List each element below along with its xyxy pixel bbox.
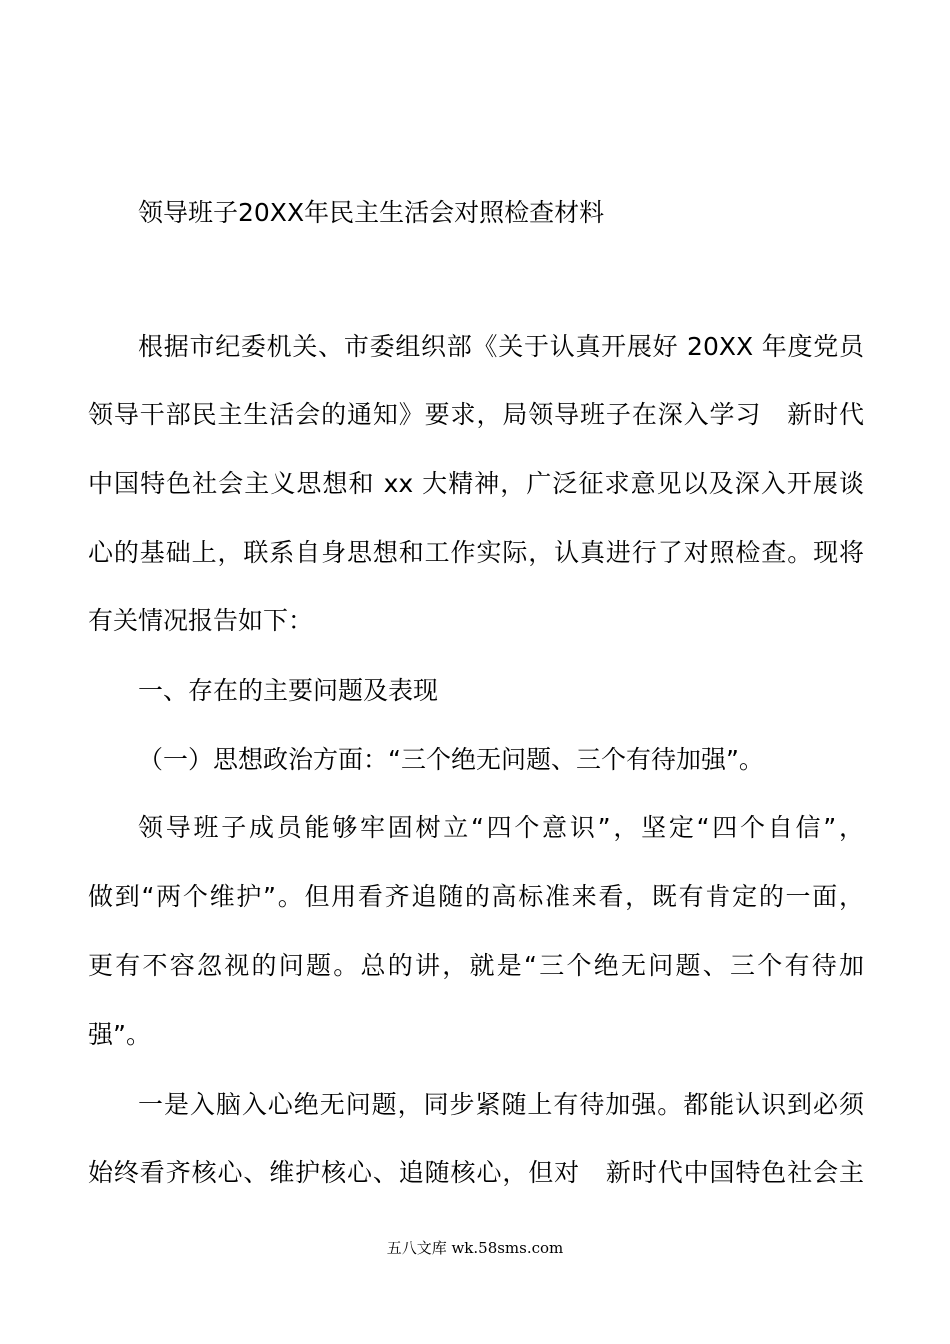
paragraph-line-7: 做到“两个维护”。但用看齐追随的高标准来看，既有肯定的一面， [88,882,864,911]
paragraph-line-3: 中国特色社会主义思想和 xx 大精神，广泛征求意见以及深入开展谈 [88,469,864,498]
section-heading-1: 一、存在的主要问题及表现 [138,676,439,705]
paragraph-line-6: 领导班子成员能够牢固树立“四个意识”，坚定“四个自信”， [138,813,864,842]
paragraph-line-5: 有关情况报告如下： [88,606,314,635]
subsection-heading-1: （一）思想政治方面：“三个绝无问题、三个有待加强”。 [138,745,764,774]
paragraph-line-1: 根据市纪委机关、市委组织部《关于认真开展好 20XX 年度党员 [138,332,864,361]
document-title: 领导班子20XX年民主生活会对照检查材料 [138,198,605,227]
paragraph-line-10: 一是入脑入心绝无问题，同步紧随上有待加强。都能认识到必须 [138,1090,864,1119]
paragraph-line-8: 更有不容忽视的问题。总的讲，就是“三个绝无问题、三个有待加 [88,951,864,980]
paragraph-line-2: 领导干部民主生活会的通知》要求，局领导班子在深入学习 新时代 [88,400,864,429]
paragraph-line-9: 强”。 [88,1020,151,1049]
footer-watermark: 五八文库 wk.58sms.com [386,1239,564,1257]
paragraph-line-4: 心的基础上，联系自身思想和工作实际，认真进行了对照检查。现将 [88,538,864,567]
paragraph-line-11: 始终看齐核心、维护核心、追随核心，但对 新时代中国特色社会主 [88,1158,864,1187]
